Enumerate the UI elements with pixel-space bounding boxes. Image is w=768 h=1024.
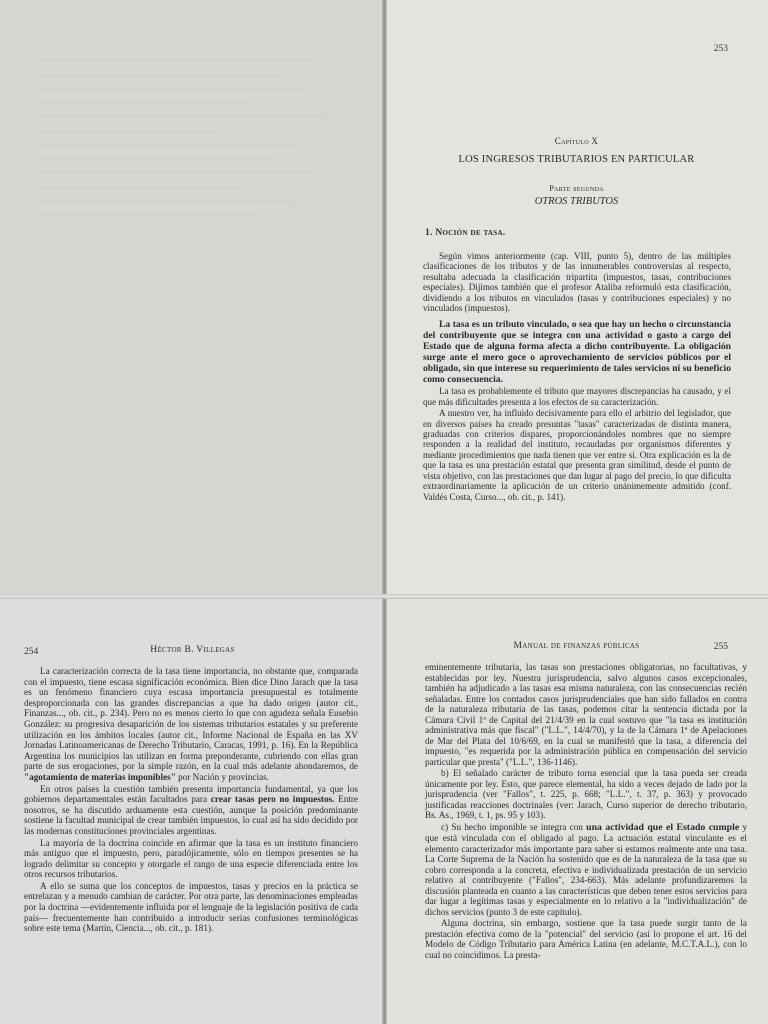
bleed-through xyxy=(40,60,340,228)
page-seam xyxy=(0,594,768,599)
page-number: 254 xyxy=(24,647,39,657)
paragraph: La tasa es probablemente el tributo que mayores discrepancias ha causado, y el que más dificultades presenta a los efectos de su caracterización. xyxy=(423,386,731,407)
paragraph: Alguna doctrina, sin embargo, sostiene que la tasa puede surgir tanto de la prestación efectiva como de la "potencial" del servicio (así lo propone el art. 16 del Modelo de Código Tributario para América Latina (en adelante, M.C.T.A.L.), con lo cual no coincidimos. La presta- xyxy=(425,918,747,960)
paragraph: Según vimos anteriormente (cap. VIII, punto 5), dentro de las múltiples clasificaciones de los tributos y de las innumerables controversias al respecto, resultaba adecuada la clasificación tripartita (impuestos, tasas, contribuciones especiales). Dijimos también que el profesor Ataliba reformuló esta clasificación, dividiendo a los tributos en vinculados (tasas y contribuciones especiales) y no vinculados (impuestos). xyxy=(423,251,731,314)
section-heading: 1. Noción de tasa. xyxy=(425,228,506,238)
page-body xyxy=(425,662,747,961)
page-body xyxy=(24,666,358,935)
chapter-title: LOS INGRESOS TRIBUTARIOS EN PARTICULAR xyxy=(458,154,695,165)
paragraph: b) El señalado carácter de tributo torna esencial que la tasa pueda ser creada únicamente por ley. Esto, que parece elemental, ha sido a veces dejado de lado por la jurisprudencia (ver "Fallos", t. 225, p. 668; "L.L.", t. 37, p. 363) y provocado justificadas reacciones doctrinales (ver: Jarach, Curso superior de derecho tributario, Bs. As., 1969, t. 1, ps. 95 y 103). xyxy=(425,768,747,820)
page-254 xyxy=(0,596,385,1024)
paragraph: A nuestro ver, ha influido decisivamente para ello el arbitrio del legislador, que en diversos países ha creado presuntas "tasas" caracterizadas de distinta manera, graduadas con criterios dispares, proporcionándoles nombres que no siempre responden a la realidad del instituto, recaudadas por organismos diferentes y mediante procedimientos que nada tienen que ver entre sí. Otra explicación es la de que la tasa es una prestación estatal que presenta gran similitud, desde el punto de vista objetivo, con las prestaciones que dan lugar al pago del precio, lo que dificulta extraordinariamente la aplicación de un criterio unánimemente admitido (conf. Valdés Costa, Curso..., ob. cit., p. 141). xyxy=(423,408,731,502)
paragraph: A ello se suma que los conceptos de impuestos, tasas y precios en la práctica se entrelazan y a menudo cambian de carácter. Por otra parte, las denominaciones empleadas por la doctrina —evidentemente influida por el lenguaje de la legislación positiva de cada país— frecuentemente han contribuido a introducir serias confusiones terminológicas sobre este tema (Martín, Ciencia..., ob. cit., p. 181). xyxy=(24,880,358,934)
running-head: Manual de finanzas públicas xyxy=(513,641,640,651)
blank-page xyxy=(0,0,385,596)
page-253 xyxy=(385,0,768,596)
paragraph: eminentemente tributaria, las tasas son prestaciones obligatorias, no facultativas, y establecidas por ley. Nuestra jurisprudencia, salvo algunos casos excepcionales, también ha adjudicado a las tasas esa misma naturaleza, con las consecuencias recién señaladas. Entre los contados casos jurisprudenciales que han sido fallados en contra de la naturaleza tributaria de las tasas, podemos citar la sentencia dictada por la Cámara Civil 1ª de Capital del 21/4/39 en la cual sostuvo que "la tasa es institución administrativa más que fiscal" ("L.L.", 14/4/70), y la de la Cámara 1ª de Apelaciones de Mar del Plata del 10/6/69, en la cual se manifestó que la tasa, a diferencia del impuesto, "es requerida por la administración pública en compensación del servicio particular que presta" ("L.L.", 136-1146). xyxy=(425,662,747,767)
page-number: 255 xyxy=(713,642,728,652)
running-head: Héctor B. Villegas xyxy=(150,645,235,655)
paragraph: c) Su hecho imponible se integra con una actividad que el Estado cumple y que está vinculada con el obligado al pago. La actuación estatal vinculante es el elemento caracterizador más importante para saber si estamos realmente ante una tasa. La Corte Suprema de la Nación ha sostenido que es de la naturaleza de la tasa que su cobro corresponda a la concreta, efectiva e individualizada prestación de un servicio relativo al contribuyente ("Fallos", 234-663). Más adelante profundizaremos la discusión planteada en cuanto a las características que deben tener estos servicios para dar lugar a legítimas tasas y especialmente en lo relativo a la "individualización" de dichos servicios (punto 3 de este capítulo). xyxy=(425,821,748,917)
part-label: Parte segunda xyxy=(549,183,604,193)
part-title: OTROS TRIBUTOS xyxy=(534,196,619,207)
paragraph: La caracterización correcta de la tasa tiene importancia, no obstante que, comparada con el impuesto, tiene escasa significación económica. Bien dice Dino Jarach que la tasa es un fenómeno financiero cuya escasa importancia presupuestal es totalmente desproporcionada con las grandes discrepancias a que ha dado origen (autor cit., Finanzas..., ob. cit., p. 234). Pero no es menos cierto lo que con agudeza señala Eusebio González: su progresiva desaparición de los sistemas tributarios estatales y su preferente utilización en los ámbitos locales (autor cit., Informe Nacional de España en las XV Jornadas Latinoamericanas de Derecho Tributario, Caracas, 1991, p. 16). En la República Argentina los municipios las utilizan en forma preponderante, cubriendo con ellas gran parte de sus erogaciones, por la simple razón, en la cual más adelante ahondaremos, de "agotamiento de materias imponibles" por Nación y provincias. xyxy=(24,666,358,782)
binding-gutter xyxy=(382,0,387,1024)
paragraph: En otros países la cuestión también presenta importancia fundamental, ya que los gobiernos departamentales están facultados para crear tasas pero no impuestos. Entre nosotros, se ha discutido arduamente esta cuestión, aunque la posición predominante sostiene la facultad municipal de crear también impuestos, lo cual así ha sido decidido por las modernas constituciones provinciales argentinas. xyxy=(24,783,359,836)
paragraph: La mayoría de la doctrina coincide en afirmar que la tasa es un instituto financiero más antiguo que el impuesto, pero, paradójicamente, sólo en tiempos presentes se ha logrado delimitar su concepto y otorgarle el rango de una especie diferenciada entre los otros recursos tributarios. xyxy=(24,837,358,880)
definition-paragraph: La tasa es un tributo vinculado, o sea que hay un hecho o circunstancia del contribuyente que se integra con una actividad o gasto a cargo del Estado que de alguna forma afecta a dicho contribuyente. La obligación surge ante el mero goce o aprovechamiento de servicios públicos por el obligado, sin que interese su requerimiento de tales servicios ni su beneficio como consecuencia. xyxy=(423,319,731,386)
page-number: 253 xyxy=(713,44,728,54)
page-255 xyxy=(385,596,768,1024)
page-body xyxy=(423,251,731,503)
chapter-label: Capítulo X xyxy=(554,136,599,146)
